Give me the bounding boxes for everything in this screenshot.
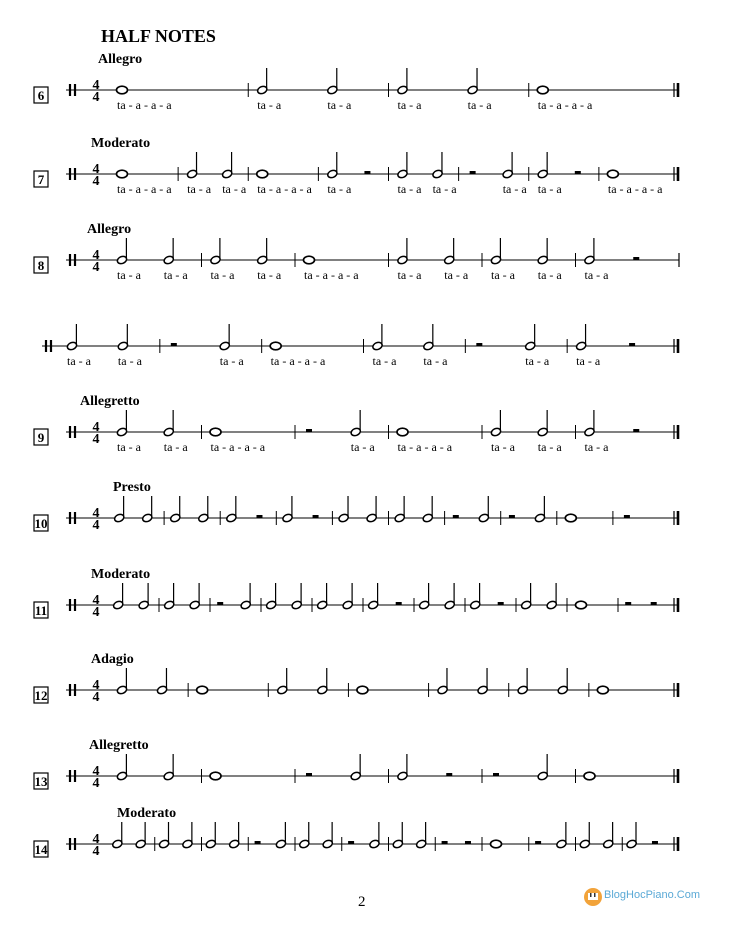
tempo-marking: Moderato [91, 136, 151, 151]
syllable: ta - a [67, 354, 91, 368]
time-signature-bottom: 4 [92, 605, 100, 620]
page-number: 2 [358, 894, 366, 910]
staff-line [66, 152, 679, 181]
half-rest [476, 343, 482, 346]
whole-note [117, 170, 128, 178]
syllable: ta - a - a - a [117, 98, 172, 112]
half-rest [465, 841, 471, 844]
syllable: ta - a - a - a [270, 354, 326, 368]
syllable: ta - a [117, 440, 141, 454]
staff-line [66, 496, 679, 525]
staff-line [66, 583, 679, 612]
time-signature-top: 4 [92, 162, 100, 177]
whole-note [257, 170, 268, 178]
staff-line [66, 410, 679, 439]
syllable: ta - a [537, 182, 562, 196]
syllable: ta - a - a - a [607, 182, 663, 196]
exercise-number: 11 [34, 603, 48, 618]
syllable: ta - a - a - a [397, 440, 453, 454]
syllable: ta - a [350, 440, 375, 454]
staff-line [66, 238, 679, 267]
exercise-number: 14 [34, 842, 48, 857]
time-signature-bottom: 4 [92, 776, 100, 791]
tempo-marking: Adagio [91, 652, 134, 667]
tempo-marking: Moderato [91, 567, 151, 582]
syllable: ta - a [584, 268, 609, 282]
time-signature-bottom: 4 [92, 260, 100, 275]
syllable: ta - a [584, 440, 609, 454]
whole-note [491, 840, 502, 848]
watermark-text: BlogHocPiano.Com [604, 889, 700, 901]
time-signature-top: 4 [92, 248, 100, 263]
syllable: ta - a [444, 268, 469, 282]
half-rest [625, 602, 631, 605]
whole-note [397, 428, 408, 436]
half-rest [255, 841, 261, 844]
syllable: ta - a [117, 268, 141, 282]
whole-note [357, 686, 368, 694]
half-rest [624, 515, 630, 518]
syllable: ta - a - a - a [257, 182, 312, 196]
syllable: ta - a [397, 182, 422, 196]
syllable: ta - a - a - a [210, 440, 266, 454]
syllable: ta - a [491, 268, 515, 282]
time-signature-top: 4 [92, 764, 100, 779]
syllable: ta - a [423, 354, 448, 368]
syllable: ta - a [257, 98, 282, 112]
whole-note [537, 86, 548, 94]
exercise-number: 10 [34, 516, 48, 531]
syllable: ta - a [257, 268, 282, 282]
half-rest [633, 257, 639, 260]
time-signature-bottom: 4 [92, 432, 100, 447]
syllable: ta - a [327, 98, 352, 112]
half-rest [446, 773, 452, 776]
half-rest [651, 602, 657, 605]
half-rest [217, 602, 223, 605]
exercise-number: 6 [37, 88, 45, 103]
syllable: ta - a [576, 354, 601, 368]
whole-note [197, 686, 208, 694]
syllable: ta - a [397, 98, 422, 112]
piano-logo-icon [582, 886, 604, 908]
half-rest [652, 841, 658, 844]
syllable: ta - a [432, 182, 457, 196]
whole-note [607, 170, 618, 178]
time-signature-bottom: 4 [92, 518, 100, 533]
staff-line [42, 324, 679, 353]
page-title: HALF NOTES [101, 26, 216, 46]
tempo-marking: Allegretto [80, 394, 140, 409]
half-rest [171, 343, 177, 346]
half-rest [470, 171, 476, 174]
syllable: ta - a [187, 182, 212, 196]
exercise-number: 7 [37, 172, 45, 187]
half-rest [364, 171, 370, 174]
half-rest [535, 841, 541, 844]
time-signature-bottom: 4 [92, 690, 100, 705]
half-rest [493, 773, 499, 776]
tempo-marking: Allegro [87, 222, 132, 237]
half-rest [498, 602, 504, 605]
time-signature-top: 4 [92, 78, 100, 93]
time-signature-top: 4 [92, 832, 100, 847]
syllable: ta - a [491, 440, 515, 454]
half-rest [348, 841, 354, 844]
time-signature-top: 4 [92, 593, 100, 608]
staff-line [66, 668, 679, 697]
time-signature-bottom: 4 [92, 174, 100, 189]
syllable: ta - a [163, 440, 188, 454]
staff-line [66, 754, 679, 783]
half-rest [453, 515, 459, 518]
syllable: ta - a [537, 440, 562, 454]
syllable: ta - a [210, 268, 235, 282]
whole-note [597, 686, 608, 694]
whole-note [210, 428, 221, 436]
time-signature-bottom: 4 [92, 844, 100, 859]
tempo-marking: Allegretto [89, 738, 149, 753]
syllable: ta - a [117, 354, 142, 368]
half-rest [256, 515, 262, 518]
exercise-number: 8 [37, 258, 45, 273]
syllable: ta - a - a - a [117, 182, 172, 196]
half-rest [306, 429, 312, 432]
syllable: ta - a [219, 354, 244, 368]
watermark [582, 884, 712, 910]
syllable: ta - a [502, 182, 527, 196]
syllable: ta - a - a - a [537, 98, 593, 112]
half-rest [313, 515, 319, 518]
time-signature-bottom: 4 [92, 90, 100, 105]
half-rest [575, 171, 581, 174]
half-rest [629, 343, 635, 346]
exercise-number: 9 [37, 430, 45, 445]
half-rest [509, 515, 515, 518]
syllable: ta - a [525, 354, 550, 368]
time-signature-top: 4 [92, 506, 100, 521]
staff-line [66, 68, 679, 97]
syllable: ta - a [222, 182, 247, 196]
half-rest [442, 841, 448, 844]
whole-note [270, 342, 281, 350]
syllable: ta - a [163, 268, 188, 282]
tempo-marking: Moderato [117, 806, 177, 821]
whole-note [210, 772, 221, 780]
time-signature-top: 4 [92, 420, 100, 435]
syllable: ta - a - a - a [304, 268, 359, 282]
whole-note [576, 601, 587, 609]
exercise-number: 13 [34, 774, 48, 789]
whole-note [584, 772, 595, 780]
half-rest [306, 773, 312, 776]
syllable: ta - a [537, 268, 562, 282]
syllable: ta - a [397, 268, 422, 282]
tempo-marking: Presto [113, 480, 151, 495]
whole-note [117, 86, 128, 94]
whole-note [565, 514, 576, 522]
time-signature-top: 4 [92, 678, 100, 693]
half-rest [396, 602, 402, 605]
staff-line [66, 822, 679, 851]
exercise-number: 12 [34, 688, 48, 703]
tempo-marking: Allegro [98, 52, 143, 67]
syllable: ta - a [372, 354, 397, 368]
half-rest [633, 429, 639, 432]
syllable: ta - a [327, 182, 352, 196]
syllable: ta - a [467, 98, 492, 112]
whole-note [304, 256, 315, 264]
